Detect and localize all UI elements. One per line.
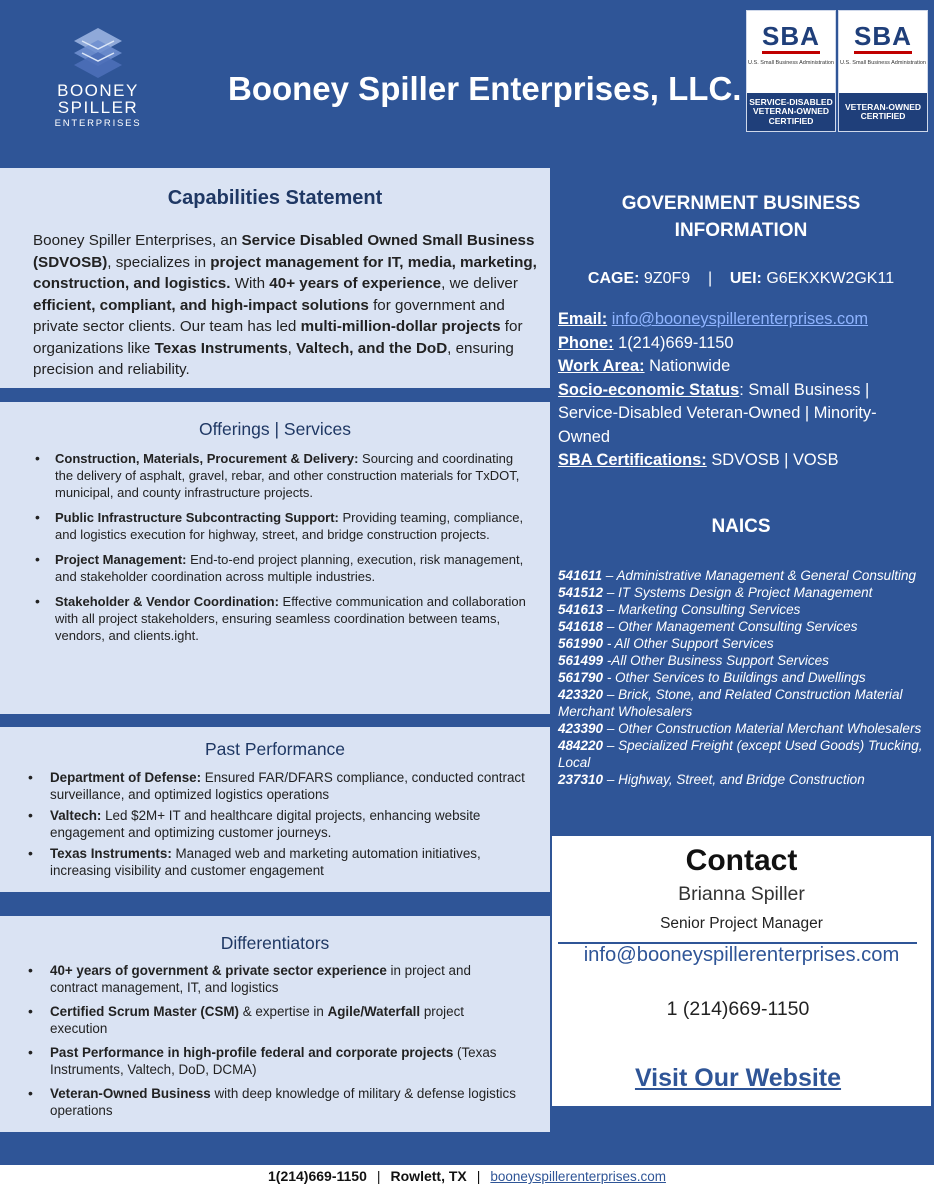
differentiators-card <box>0 916 550 1132</box>
list-item: • Construction, Materials, Procurement & Delivery: Sourcing and coordinating the delivery of asphalt, gravel, rebar, and other construction materials for TxDOT, municipal, and county infrastructure projects. <box>55 450 530 501</box>
sba-logo: SBA <box>839 21 927 52</box>
cage-uei-line: CAGE: 9Z0F9 | UEI: G6EKXKW2GK11 <box>587 270 895 287</box>
sba-logo: SBA <box>747 21 835 52</box>
list-item: • Texas Instruments: Managed web and marketing automation initiatives, increasing visibility and customer engagement <box>50 845 540 879</box>
offerings-card <box>0 402 550 714</box>
sba-banner: VETERAN-OWNED CERTIFIED <box>839 93 927 131</box>
past-performance-card <box>0 727 550 892</box>
list-item: • Valtech: Led $2M+ IT and healthcare digital projects, enhancing website engagement and optimizing customer journeys. <box>50 807 540 841</box>
naics-item: 561499 -All Other Business Support Services <box>558 653 829 668</box>
contact-title: Contact <box>685 844 798 877</box>
contact-role: Senior Project Manager <box>660 915 823 932</box>
naics-item: 237310 – Highway, Street, and Bridge Construction <box>558 772 865 787</box>
list-item: • Past Performance in high-profile federal and corporate projects (Texas Instruments, Valtech, DoD, DCMA) <box>50 1044 520 1078</box>
sba-agency: U.S. Small Business Administration <box>840 60 926 66</box>
logo-line-1: BOONEY <box>57 81 139 100</box>
naics-item: 541611 – Administrative Management & General Consulting <box>558 568 916 583</box>
contact-phone: 1 (214)669-1150 <box>666 998 810 1020</box>
naics-item: 561990 - All Other Support Services <box>558 636 774 651</box>
logo-line-3: ENTERPRISES <box>54 118 142 129</box>
capabilities-text: Booney Spiller Enterprises, an Service Disabled Owned Small Business (SDVOSB), specializes in project management for IT, media, marketing, construction, and logistics. With 40+ years of experience, we deliver efficient, compliant, and high-impact solutions for government and private sector clients. Our team has led multi-million-dollar projects for organizations like Texas Instruments, Valtech, and the DoD, ensuring precision and reliability. <box>33 232 537 378</box>
contact-email-link[interactable]: info@booneyspillerenterprises.com <box>583 944 900 966</box>
list-item: • 40+ years of government & private sector experience in project and contract management, IT, and logistics <box>50 962 520 996</box>
offerings-list <box>55 450 530 652</box>
naics-item: 541618 – Other Management Consulting Services <box>558 619 858 634</box>
naics-item: 484220 – Specialized Freight (except Used Goods) Trucking, Local <box>558 738 923 770</box>
list-item: • Stakeholder & Vendor Coordination: Effective communication and collaboration with all project stakeholders, ensuring seamless coordination between teams, vendors, and clients.ight. <box>55 593 530 644</box>
list-item: • Certified Scrum Master (CSM) & expertise in Agile/Waterfall project execution <box>50 1003 520 1037</box>
contact-name: Brianna Spiller <box>678 883 805 905</box>
sba-agency: U.S. Small Business Administration <box>748 60 834 66</box>
footer-phone: 1(214)669-1150 <box>268 1168 367 1184</box>
past-performance-title: Past Performance <box>204 739 346 759</box>
logo-line-2: SPILLER <box>57 98 139 117</box>
government-title: GOVERNMENT BUSINESS INFORMATION <box>621 193 861 241</box>
differentiators-title: Differentiators <box>220 933 330 953</box>
contact-card <box>552 836 931 1106</box>
capabilities-title: Capabilities Statement <box>167 187 383 209</box>
email-link[interactable]: info@booneyspillerenterprises.com <box>611 310 869 328</box>
naics-list <box>558 567 926 788</box>
list-item: • Public Infrastructure Subcontracting Support: Providing teaming, compliance, and logistics execution for highway, street, and bridge construction projects. <box>55 509 530 543</box>
naics-item: 561790 - Other Services to Buildings and Dwellings <box>558 670 866 685</box>
logo-mark-icon <box>70 26 126 82</box>
socio-status-row: Socio-economic Status: Small Business | Service-Disabled Veteran-Owned | Minority-Owned <box>558 380 877 446</box>
sba-vosb-badge <box>838 10 928 132</box>
past-performance-list <box>50 769 540 883</box>
footer-website-link[interactable]: booneyspillerenterprises.com <box>490 1169 666 1184</box>
naics-title: NAICS <box>711 516 771 537</box>
sba-banner: SERVICE-DISABLED VETERAN-OWNED CERTIFIED <box>747 93 835 131</box>
government-info <box>556 190 926 469</box>
header-banner <box>0 0 934 165</box>
naics-item: 423390 – Other Construction Material Merchant Wholesalers <box>558 721 922 736</box>
list-item: • Project Management: End-to-end project planning, execution, risk management, and stakeholder coordination across multiple industries. <box>55 551 530 585</box>
government-details <box>558 308 926 473</box>
company-logo <box>50 26 146 129</box>
differentiators-list <box>50 962 520 1126</box>
naics-item: 541512 – IT Systems Design & Project Management <box>558 585 873 600</box>
email-row: Email: info@booneyspillerenterprises.com <box>558 310 869 328</box>
list-item: • Department of Defense: Ensured FAR/DFARS compliance, conducted contract surveillance, and optimized logistics operations <box>50 769 540 803</box>
sba-cert-row: SBA Certifications: SDVOSB | VOSB <box>558 451 839 469</box>
work-area-row: Work Area: Nationwide <box>558 357 731 375</box>
footer: 1(214)669-1150 | Rowlett, TX | booneyspillerenterprises.com <box>268 1168 666 1184</box>
footer-location: Rowlett, TX <box>390 1168 467 1184</box>
list-item: • Veteran-Owned Business with deep knowledge of military & defense logistics operations <box>50 1085 520 1119</box>
naics-item: 423320 – Brick, Stone, and Related Construction Material Merchant Wholesalers <box>558 687 903 719</box>
visit-website-link[interactable]: Visit Our Website <box>634 1064 842 1092</box>
capabilities-card <box>0 168 550 388</box>
sba-sdvosb-badge <box>746 10 836 132</box>
phone-row: Phone: 1(214)669-1150 <box>558 333 734 352</box>
naics-item: 541613 – Marketing Consulting Services <box>558 602 801 617</box>
offerings-title: Offerings | Services <box>198 419 352 439</box>
company-title: Booney Spiller Enterprises, LLC. <box>228 70 742 107</box>
